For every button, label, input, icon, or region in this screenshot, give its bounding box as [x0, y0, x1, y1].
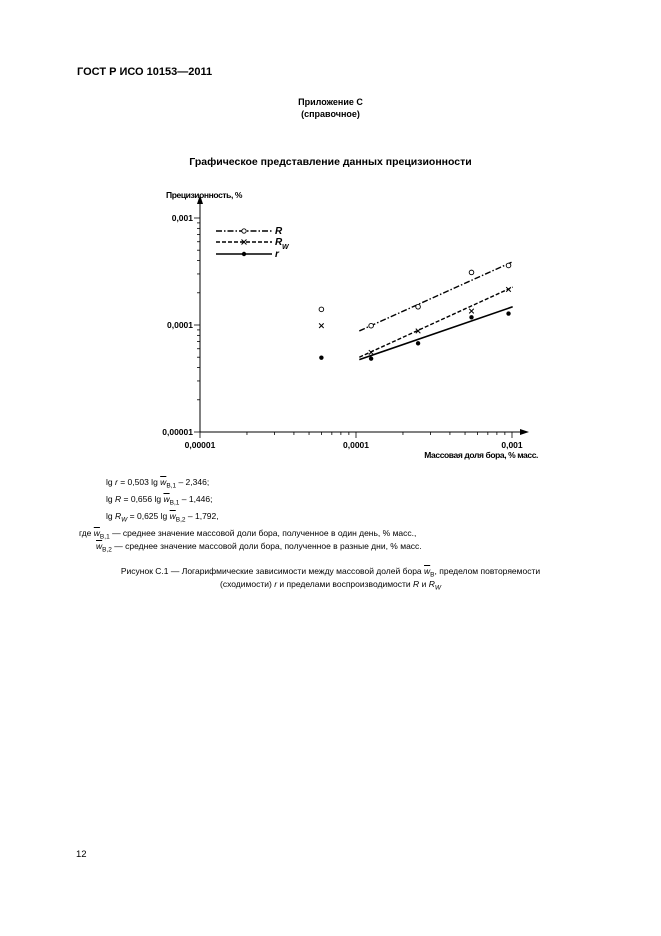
definition-wb1: где $\overline{w}_{B,1}$ — среднее значение массовой доли бора, полученное в один день, % масс.,: [79, 528, 417, 541]
document-code: ГОСТ Р ИСО 10153—2011: [77, 66, 213, 78]
definition-wb2: $\overline{w}_{B,2}$ — среднее значение массовой доли бора, полученное в разные дни, % масс.: [96, 541, 422, 554]
point-r: [506, 311, 510, 315]
y-tick-label: 0,001: [171, 213, 193, 223]
point-r: [319, 355, 323, 359]
fit-line-R: [359, 262, 512, 331]
point-R_W: [369, 350, 374, 355]
fit-line-r: [359, 307, 512, 360]
figure-caption-line1: Рисунок С.1 — Логарифмические зависимости между массовой долей бора $\overline{w}_B$, пределом повторяемости: [120, 566, 541, 579]
point-R_W: [319, 323, 324, 328]
chart-axes: [197, 195, 529, 435]
formula-r: lg r = 0,503 $\lg \overline{w}_{B,1} - 2,346$;: [106, 477, 210, 490]
y-axis-label: Прецизионность, %: [166, 190, 243, 200]
annex-title: Приложение С: [298, 97, 363, 107]
x-tick-label: 0,0001: [343, 440, 369, 450]
legend-marker-R: [242, 229, 246, 233]
figure-caption-line2: (сходимости) r и пределами воспроизводимости R и $R_W$: [220, 579, 441, 592]
formula-R: lg R = 0,656 $\lg \overline{w}_{B,1} - 1,446$;: [106, 494, 213, 507]
point-R_W: [469, 309, 474, 314]
page-number: 12: [76, 849, 87, 860]
x-axis-label: Массовая доля бора, % масс.: [424, 450, 538, 460]
legend-label-r: r: [275, 249, 279, 260]
fit-line-R_W: [359, 287, 512, 357]
point-R: [416, 304, 421, 309]
legend-label-RW-sub: W: [282, 244, 289, 251]
annex-subtitle: (справочное): [301, 109, 360, 119]
point-r: [416, 341, 420, 345]
chart-title: Графическое представление данных прецизионности: [189, 156, 472, 168]
point-R: [469, 270, 474, 275]
x-tick-label: 0,001: [501, 440, 523, 450]
y-tick-label: 0,00001: [162, 427, 193, 437]
point-r: [469, 315, 473, 319]
point-R: [369, 323, 374, 328]
point-R: [506, 263, 511, 268]
x-axis-arrow-icon: [520, 429, 529, 435]
point-r: [369, 356, 373, 360]
y-tick-label: 0,0001: [167, 320, 193, 330]
chart-legend: [216, 226, 290, 260]
x-tick-label: 0,00001: [184, 440, 216, 450]
legend-label-RW: R: [275, 237, 283, 248]
legend-label-R: R: [275, 226, 283, 237]
legend-marker-r: [242, 252, 246, 256]
formula-RW: $\lg R_W = 0,625$ $\lg \overline{w}_{B,2} - 1,792$,: [106, 511, 219, 524]
point-R: [319, 307, 324, 312]
